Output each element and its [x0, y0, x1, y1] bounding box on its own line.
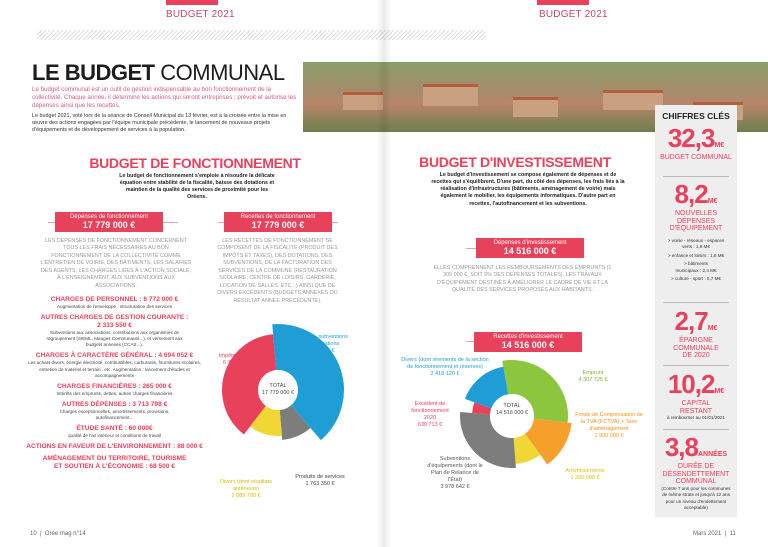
expense-item: AUTRES CHARGES DE GESTION COURANTE : 2 333 550 € Subventions aux associations, contributions aux organismes de regroupement (SIEML, Mauges Communauté...), et versement aux budgets annexes (CCAS...).	[40, 314, 189, 348]
invest-label-subventions: Subventions d'équipements (dont le Plan de Relance de l'État) 3 978 642 €	[427, 456, 483, 490]
fonct-label-produits: Produits de services 1 763 350 €	[295, 474, 345, 487]
key-figures-panel	[655, 105, 737, 517]
page-title: LE BUDGET COMMUNAL	[32, 60, 285, 85]
running-header-left: BUDGET 2021	[166, 9, 235, 20]
expense-item: CHARGES À CARACTÈRE GÉNÉRAL : 4 694 052 € Les achats divers, énergie électricité, combustibles, carburants, fournitures scolaires, entretien de matériel et terrain...etc. Augmentation : lancement d'études et accompagnements	[28, 352, 201, 378]
expense-item: CHARGES DE PERSONNEL : 6 772 000 € Augmentation de l'enveloppe : structuration des services	[50, 296, 179, 309]
key-figure: 10,2M€ CAPITAL RESTANT à rembourser au 01/01/2021	[667, 369, 725, 421]
folio-left: 10 | Orée mag n°14	[30, 531, 86, 537]
lead-paragraph: Le budget communal est un outil de gestion indispensable au bon fonctionnement de la collectivité. Chaque année, il détermine les actions qui seront entreprises ; prévoit et autorise les dépenses ainsi que les recettes.	[32, 86, 297, 110]
fonct-label-impots: Impôts et taxes 6 792 250 €	[218, 353, 257, 366]
key-figure: 32,3M€ BUDGET COMMUNAL	[660, 123, 732, 161]
fonctionnement-desc: Le budget de fonctionnement s'emploie à résoudre la délicate équation entre stabilité de la fiscalité, baisse des dotations et maintien de la qualité des services de proximité pour les Oréens.	[119, 173, 275, 201]
investissement-desc: Le budget d'investissement se compose également de dépenses et de recettes qui s'équilibrent. D'une part, du côté des dépenses, les frais liés à la réalisation d'infrastructures (bâtiments, aménagement de voirie) mais également le mobilier, les équipements informatiques. D'autre part en recettes, l'autofinancement et les subventions.	[431, 172, 625, 207]
fonct-label-divers: Divers (dont résultats antérieurs) 2 089 700 €	[220, 479, 272, 499]
expense-item: ÉTUDE SANTÉ : 60 000€ qualité de l'air intérieur et conditions de travail	[67, 425, 162, 439]
key-figure: 3,8ANNÉES DURÉE DE DÉSENDETTEMENT COMMUNAL (Contre 7 ans pour les communes de même strate et jusqu'à 12 ans pour un niveau d'endettement acceptable)	[661, 432, 731, 511]
recettes-fonctionnement-badge: Recettes de fonctionnement 17 779 000 €	[224, 212, 332, 232]
folio-right: Mars 2021 | 11	[693, 531, 736, 537]
invest-chart-total: TOTAL 14 516 000 €	[495, 403, 529, 416]
recettes-fonctionnement-text: LES RECETTES DE FONCTIONNEMENT SE COMPOSENT DE LA FISCALITÉ (PRODUIT DES IMPÔTS ET TAXES), DES DOTATIONS, DES SUBVENTIONS, DE LA FACTURATION DES SERVICES DE LA COMMUNE (RESTAURATION SCOLAIRE, CENTRE DE LOISIRS, GARDERIE, LOCATION DE SALLES, ETC...) AINSI QUE DE DIVERS EXCÉDENTS (BUDGETS ANNEXES OU RÉSULTAT ANNÉE PRÉCÉDENTE).	[217, 238, 338, 304]
depenses-investissement-text: ELLES COMPRENNENT LES REMBOURSEMENTS DES EMPRUNTS (1 305 000 €, SOIT 9% DES DÉPENSES TOTALES), LES TRAVAUX D'ÉQUIPEMENT DESTINÉS À AMÉLIORER LE CADRE DE VIE ET LA QUALITÉ DES SERVICES PROPOSÉS AUX HABITANTS.	[433, 265, 612, 294]
expense-item: CHARGES FINANCIÈRES : 265 000 € Intérêts des emprunts, dettes, autres charges financières	[56, 382, 173, 396]
key-figures-title: CHIFFRES CLÉS	[662, 111, 730, 121]
invest-label-excedent: Excédent de fonctionnement 2020 630 713 €	[411, 401, 449, 428]
invest-label-amortissements: Amortissements 1 280 000 €	[565, 468, 605, 481]
section-tab-left	[166, 0, 218, 5]
fonct-chart-total: TOTAL 17 779 000 €	[261, 383, 295, 396]
investissement-title: BUDGET D'INVESTISSEMENT	[419, 154, 611, 170]
invest-label-fctva: Fonds de Compensation de la TVA (FCTVA) + Taxe d'aménagement 1 900 000 €	[575, 412, 643, 439]
expense-item: AUTRES DÉPENSES : 3 713 798 € Charges exceptionnelles, amortissements, provisions, autofinancement...	[59, 401, 170, 421]
fonct-label-dotations: Dotations, subventions et participations 7 133 700 €	[292, 334, 348, 354]
depenses-investissement-badge: Dépenses d'investissement 14 516 000 €	[476, 238, 584, 258]
invest-label-divers: Divers (dont virements de la section de fonctionnement et réserves) 2 418 120 €	[401, 357, 489, 377]
depenses-fonctionnement-badge: Dépenses de fonctionnement 17 779 000 €	[55, 212, 163, 232]
key-figure: 8,2M€ NOUVELLES DÉPENSES D'ÉQUIPEMENT > voirie - réseaux - espaces verts : 1,8 M€ > enfance et loisirs : 1,8 M€ > bâtiments municipaux : 2,4 M€ > culture - sport : 0,7 M€	[667, 179, 725, 282]
expense-item: ACTIONS EN FAVEUR DE L'ENVIRONNEMENT : 88 000 €	[26, 443, 203, 451]
hatch-divider	[37, 30, 486, 40]
running-header-right: BUDGET 2021	[539, 9, 608, 20]
recettes-investissement-badge: Recettes d'investissement 14 516 000 €	[474, 332, 582, 352]
depenses-fonctionnement-text: LES DÉPENSES DE FONCTIONNEMENT CONCERNENT TOUS LES FRAIS NÉCESSAIRES AU BON FONCTIONNEMENT DE LA COLLECTIVITÉ COMME L'ENTRETIEN DE VOIRIE, DES BÂTIMENTS, LES SALAIRES DES AGENTS, LES CHARGES LIÉES À L'ACTION SOCIALE, À L'ENSEIGNEMENT, AUX SUBVENTIONS AUX ASSOCIATIONS.	[40, 238, 192, 289]
intro-paragraph: Le budget 2021, voté lors de la séance de Conseil Municipal du 13 février, est à la croisée entre la mise en œuvre des actions engagées par l'équipe municipale précédente, le lancement de nouveaux projets d'équipements et de développement de services à la population.	[32, 113, 287, 134]
expense-item: AMÉNAGEMENT DU TERRITOIRE, TOURISME ET SOUTIEN À L'ÉCONOMIE : 68 500 €	[42, 455, 187, 471]
section-tab-right	[537, 0, 589, 5]
expense-list	[22, 296, 207, 471]
fonctionnement-title: BUDGET DE FONCTIONNEMENT	[89, 155, 301, 171]
key-figure: 2,7M€ ÉPARGNE COMMUNALE DE 2020	[673, 306, 719, 360]
invest-label-emprunt: Emprunt 4 307 725 €	[578, 370, 608, 383]
